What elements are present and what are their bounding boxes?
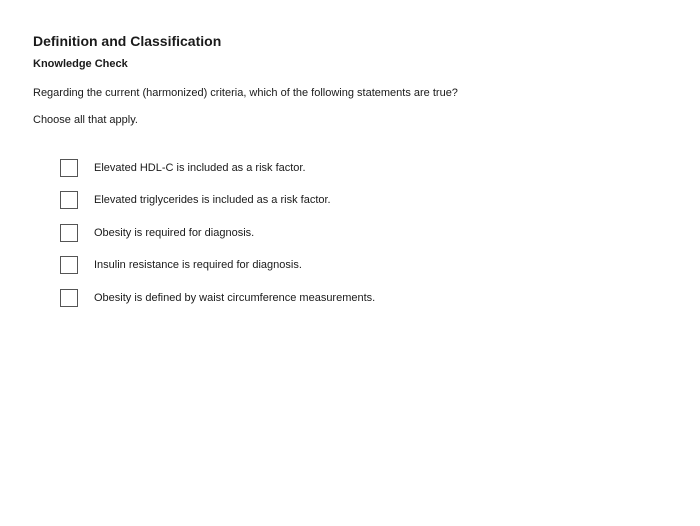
answer-checkbox-2[interactable] (60, 191, 78, 209)
knowledge-check-subtitle: Knowledge Check (33, 58, 128, 70)
answer-label-3: Obesity is required for diagnosis. (94, 226, 255, 239)
answer-option-1[interactable] (60, 158, 375, 178)
answer-options-list (60, 158, 375, 320)
answer-label-2: Elevated triglycerides is included as a risk factor. (94, 194, 331, 207)
answer-label-4: Insulin resistance is required for diagnosis. (94, 259, 302, 272)
answer-label-1: Elevated HDL-C is included as a risk factor. (94, 162, 306, 174)
answer-checkbox-5[interactable] (60, 289, 78, 307)
answer-option-3[interactable] (60, 223, 375, 243)
answer-checkbox-3[interactable] (60, 224, 78, 242)
section-title: Definition and Classification (33, 33, 222, 49)
answer-option-4[interactable] (60, 255, 375, 275)
question-instruction: Choose all that apply. (33, 114, 138, 126)
answer-checkbox-4[interactable] (60, 256, 78, 274)
answer-label-5: Obesity is defined by waist circumference measurements. (94, 291, 376, 304)
answer-checkbox-1[interactable] (60, 159, 78, 177)
question-text: Regarding the current (harmonized) criteria, which of the following statements are true? (33, 87, 458, 99)
answer-option-2[interactable] (60, 190, 375, 210)
answer-option-5[interactable] (60, 288, 375, 308)
